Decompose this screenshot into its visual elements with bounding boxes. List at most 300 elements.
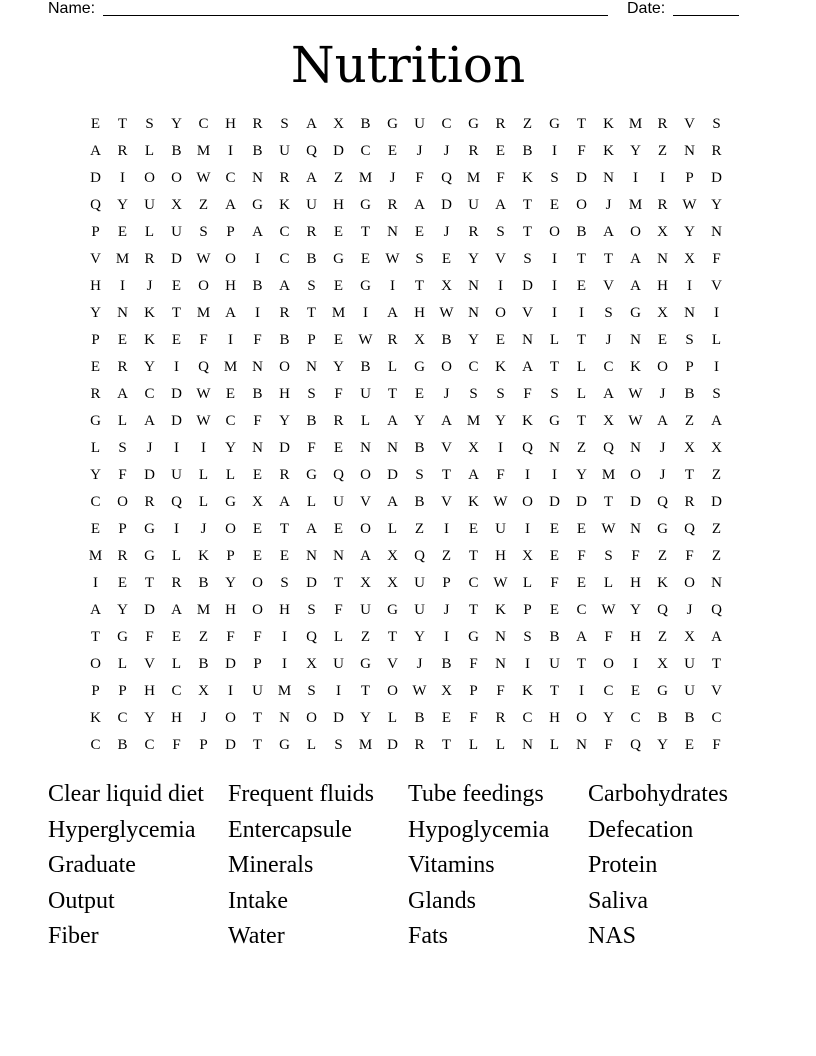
word-list (48, 777, 768, 955)
grid-letter: M (601, 467, 616, 483)
grid-letter: B (360, 116, 371, 132)
grid-letter: F (145, 629, 154, 645)
grid-letter: R (117, 548, 128, 564)
word-list-item: NAS (588, 923, 637, 949)
grid-letter: A (603, 386, 614, 402)
grid-letter: B (306, 251, 317, 267)
grid-letter: B (252, 278, 263, 294)
grid-letter: Y (144, 710, 155, 726)
grid-letter: F (253, 332, 262, 348)
grid-letter: J (659, 467, 666, 483)
grid-letter: L (387, 710, 398, 726)
grid-letter: P (307, 332, 316, 348)
grid-letter: X (522, 548, 533, 564)
grid-letter: D (387, 737, 398, 753)
grid-letter: C (522, 710, 533, 726)
grid-letter: Y (576, 467, 587, 483)
grid-letter: N (522, 737, 533, 753)
grid-letter: S (280, 116, 289, 132)
grid-letter: E (252, 521, 263, 537)
grid-letter: I (660, 170, 665, 186)
grid-letter: Y (117, 602, 128, 618)
grid-letter: C (711, 710, 722, 726)
grid-letter: L (306, 737, 317, 753)
grid-letter: Q (306, 629, 317, 645)
grid-letter: P (253, 656, 262, 672)
grid-letter: K (657, 575, 668, 591)
grid-letter: E (414, 386, 425, 402)
grid-letter: G (144, 548, 155, 564)
grid-letter: F (550, 575, 559, 591)
grid-letter: C (225, 413, 236, 429)
grid-letter: Y (225, 440, 236, 456)
grid-letter: R (468, 224, 479, 240)
grid-letter: I (93, 575, 98, 591)
grid-letter: W (196, 413, 211, 429)
grid-letter: H (495, 548, 506, 564)
grid-letter: T (144, 575, 155, 591)
grid-letter: N (468, 305, 479, 321)
grid-letter: O (549, 224, 560, 240)
grid-letter: D (279, 440, 290, 456)
grid-letter: I (174, 359, 179, 375)
grid-letter: F (469, 710, 478, 726)
grid-letter: Y (90, 305, 101, 321)
grid-letter: M (628, 197, 643, 213)
grid-letter: E (171, 278, 182, 294)
grid-letter: I (174, 521, 179, 537)
grid-letter: B (279, 332, 290, 348)
grid-letter: N (657, 251, 668, 267)
grid-letter: S (712, 386, 721, 402)
grid-letter: T (576, 413, 587, 429)
grid-letter: W (628, 386, 643, 402)
grid-letter: D (225, 737, 236, 753)
grid-letter: E (90, 521, 101, 537)
grid-letter: K (495, 359, 506, 375)
grid-letter: D (711, 494, 722, 510)
grid-letter: U (414, 575, 425, 591)
grid-letter: O (657, 359, 668, 375)
grid-letter: D (441, 197, 452, 213)
grid-letter: Z (711, 521, 722, 537)
grid-letter: I (255, 251, 260, 267)
grid-letter: N (684, 143, 695, 159)
grid-letter: Y (468, 251, 479, 267)
grid-letter: O (225, 251, 236, 267)
grid-letter: Q (90, 197, 101, 213)
grid-letter: E (657, 332, 668, 348)
grid-letter: A (117, 386, 128, 402)
grid-letter: I (444, 629, 449, 645)
grid-letter: B (414, 440, 425, 456)
grid-letter: Q (603, 440, 614, 456)
grid-letter: S (469, 386, 478, 402)
grid-letter: J (686, 602, 693, 618)
grid-letter: L (171, 656, 182, 672)
grid-letter: L (549, 737, 560, 753)
grid-letter: I (552, 467, 557, 483)
grid-letter: A (468, 467, 479, 483)
grid-letter: X (684, 251, 695, 267)
grid-letter: R (468, 143, 479, 159)
grid-letter: X (387, 575, 398, 591)
date-label: Date: (627, 0, 666, 17)
grid-letter: Q (684, 521, 695, 537)
grid-letter: A (441, 413, 452, 429)
grid-letter: A (306, 170, 317, 186)
grid-letter: N (495, 629, 506, 645)
grid-letter: A (252, 224, 263, 240)
grid-letter: F (496, 683, 505, 699)
grid-letter: W (412, 683, 427, 699)
grid-letter: J (200, 521, 207, 537)
grid-letter: W (493, 494, 508, 510)
grid-letter: F (172, 737, 181, 753)
grid-letter: G (360, 197, 371, 213)
grid-letter: L (171, 548, 182, 564)
grid-letter: O (225, 521, 236, 537)
word-list-item: Fats (408, 923, 449, 949)
grid-letter: B (198, 575, 209, 591)
grid-letter: O (198, 278, 209, 294)
grid-letter: F (118, 467, 127, 483)
grid-letter: F (334, 386, 343, 402)
grid-letter: K (279, 197, 290, 213)
grid-letter: O (630, 467, 641, 483)
grid-letter: Y (468, 332, 479, 348)
grid-letter: F (334, 602, 343, 618)
grid-letter: B (198, 656, 209, 672)
grid-letter: L (306, 494, 317, 510)
grid-letter: N (387, 224, 398, 240)
grid-letter: Q (306, 143, 317, 159)
grid-letter: D (333, 143, 344, 159)
grid-letter: X (657, 305, 668, 321)
grid-letter: L (549, 332, 560, 348)
grid-letter: E (630, 683, 641, 699)
grid-letter: G (306, 467, 317, 483)
grid-letter: C (576, 602, 587, 618)
grid-letter: F (685, 548, 694, 564)
grid-letter: V (711, 278, 722, 294)
grid-letter: W (601, 602, 616, 618)
grid-letter: Y (414, 629, 425, 645)
grid-letter: N (252, 359, 263, 375)
grid-letter: C (441, 116, 452, 132)
grid-letter: C (468, 575, 479, 591)
grid-letter: G (225, 494, 236, 510)
grid-letter: D (576, 170, 587, 186)
grid-letter: L (117, 413, 128, 429)
grid-letter: D (225, 656, 236, 672)
grid-letter: Q (414, 548, 425, 564)
grid-letter: U (684, 683, 695, 699)
word-list-item: Entercapsule (228, 816, 352, 843)
word-list-item: Hypoglycemia (408, 816, 550, 843)
grid-letter: F (415, 170, 424, 186)
grid-letter: T (360, 224, 371, 240)
grid-letter: L (711, 332, 722, 348)
grid-letter: B (684, 710, 695, 726)
grid-letter: O (252, 602, 263, 618)
grid-letter: J (416, 143, 423, 159)
grid-letter: O (576, 197, 587, 213)
grid-letter: L (495, 737, 506, 753)
grid-letter: O (684, 575, 695, 591)
grid-letter: X (468, 440, 479, 456)
grid-letter: I (525, 521, 530, 537)
grid-letter: M (358, 737, 373, 753)
grid-letter: D (387, 467, 398, 483)
grid-letter: O (171, 170, 182, 186)
grid-letter: H (90, 278, 101, 294)
grid-letter: D (576, 494, 587, 510)
grid-letter: E (252, 467, 263, 483)
grid-letter: O (306, 710, 317, 726)
grid-letter: I (525, 467, 530, 483)
grid-letter: S (334, 737, 343, 753)
grid-letter: I (363, 305, 368, 321)
grid-letter: T (414, 278, 425, 294)
grid-letter: Y (144, 359, 155, 375)
grid-letter: H (630, 629, 641, 645)
grid-letter: S (523, 629, 532, 645)
grid-letter: R (495, 116, 506, 132)
grid-letter: Y (603, 710, 614, 726)
grid-letter: D (549, 494, 560, 510)
grid-letter: C (468, 359, 479, 375)
grid-letter: O (144, 170, 155, 186)
grid-letter: N (252, 170, 263, 186)
grid-letter: O (387, 683, 398, 699)
grid-letter: Z (333, 170, 344, 186)
grid-letter: B (306, 413, 317, 429)
grid-letter: G (657, 521, 668, 537)
grid-letter: Y (333, 359, 344, 375)
grid-letter: I (579, 683, 584, 699)
grid-letter: Z (657, 143, 668, 159)
grid-letter: E (468, 521, 479, 537)
word-list-item: Hyperglycemia (48, 816, 196, 843)
grid-letter: N (522, 332, 533, 348)
grid-letter: R (495, 710, 506, 726)
grid-letter: K (522, 413, 533, 429)
word-list-item: Clear liquid diet (48, 781, 204, 807)
grid-letter: L (198, 467, 209, 483)
grid-letter: S (307, 602, 316, 618)
grid-letter: R (684, 494, 695, 510)
grid-letter: D (144, 602, 155, 618)
grid-letter: C (144, 386, 155, 402)
grid-letter: I (498, 278, 503, 294)
grid-letter: U (684, 656, 695, 672)
grid-letter: D (171, 413, 182, 429)
grid-letter: R (333, 413, 344, 429)
grid-letter: D (306, 575, 317, 591)
grid-letter: C (279, 224, 290, 240)
grid-letter: I (714, 359, 719, 375)
grid-letter: S (523, 251, 532, 267)
grid-letter: G (549, 413, 560, 429)
grid-letter: K (603, 116, 614, 132)
grid-letter: Z (711, 548, 722, 564)
grid-letter: A (387, 305, 398, 321)
grid-letter: B (684, 386, 695, 402)
grid-letter: L (576, 386, 587, 402)
word-list-item: Tube feedings (408, 781, 544, 807)
grid-letter: N (630, 521, 641, 537)
grid-letter: T (252, 710, 263, 726)
grid-letter: H (630, 575, 641, 591)
grid-letter: A (630, 278, 641, 294)
grid-letter: K (522, 170, 533, 186)
grid-letter: M (466, 413, 481, 429)
grid-letter: S (145, 116, 154, 132)
grid-letter: U (360, 602, 371, 618)
grid-letter: S (307, 683, 316, 699)
grid-letter: E (252, 548, 263, 564)
date-blank-line (673, 15, 739, 16)
grid-letter: Z (198, 197, 209, 213)
grid-letter: J (443, 386, 450, 402)
grid-letter: A (414, 197, 425, 213)
grid-letter: S (550, 170, 559, 186)
grid-letter: L (90, 440, 101, 456)
grid-letter: S (307, 386, 316, 402)
grid-letter: T (522, 224, 533, 240)
grid-letter: A (495, 197, 506, 213)
grid-letter: J (200, 710, 207, 726)
grid-letter: N (630, 332, 641, 348)
grid-letter: S (280, 575, 289, 591)
grid-letter: R (657, 197, 668, 213)
grid-letter: T (360, 683, 371, 699)
grid-letter: T (306, 305, 317, 321)
grid-letter: Z (441, 548, 452, 564)
grid-letter: Q (522, 440, 533, 456)
grid-letter: E (90, 359, 101, 375)
grid-letter: T (333, 575, 344, 591)
grid-letter: X (684, 629, 695, 645)
grid-letter: I (552, 143, 557, 159)
grid-letter: I (228, 683, 233, 699)
grid-letter: E (441, 710, 452, 726)
grid-letter: L (117, 656, 128, 672)
grid-letter: T (603, 251, 614, 267)
grid-letter: L (144, 224, 155, 240)
grid-letter: I (228, 332, 233, 348)
grid-letter: T (684, 467, 695, 483)
grid-letter: I (444, 521, 449, 537)
grid-letter: C (117, 710, 128, 726)
grid-letter: Y (90, 467, 101, 483)
grid-letter: A (144, 413, 155, 429)
grid-letter: M (88, 548, 103, 564)
grid-letter: O (252, 575, 263, 591)
grid-letter: A (360, 548, 371, 564)
grid-letter: C (279, 251, 290, 267)
grid-letter: E (387, 143, 398, 159)
grid-letter: O (360, 467, 371, 483)
grid-letter: I (579, 305, 584, 321)
grid-letter: F (523, 386, 532, 402)
grid-letter: I (336, 683, 341, 699)
grid-letter: B (576, 224, 587, 240)
grid-letter: J (659, 386, 666, 402)
grid-letter: D (171, 251, 182, 267)
grid-letter: Z (657, 548, 668, 564)
grid-letter: V (441, 494, 452, 510)
grid-letter: C (603, 683, 614, 699)
grid-letter: F (253, 413, 262, 429)
grid-letter: M (196, 143, 211, 159)
grid-letter: S (604, 305, 613, 321)
grid-letter: U (279, 143, 290, 159)
grid-letter: M (196, 602, 211, 618)
grid-letter: B (549, 629, 560, 645)
word-list-item: Vitamins (408, 852, 495, 878)
grid-letter: V (495, 251, 506, 267)
grid-letter: R (171, 575, 182, 591)
grid-letter: P (523, 602, 532, 618)
grid-letter: K (144, 332, 155, 348)
grid-letter: P (442, 575, 451, 591)
grid-letter: P (199, 737, 208, 753)
grid-letter: N (117, 305, 128, 321)
grid-letter: H (225, 278, 236, 294)
grid-letter: Y (684, 224, 695, 240)
grid-letter: L (144, 143, 155, 159)
grid-letter: C (171, 683, 182, 699)
grid-letter: N (306, 359, 317, 375)
grid-letter: G (333, 251, 344, 267)
grid-letter: M (358, 170, 373, 186)
grid-letter: E (225, 386, 236, 402)
grid-letter: L (387, 521, 398, 537)
grid-letter: A (387, 413, 398, 429)
grid-letter: F (253, 629, 262, 645)
grid-letter: Q (441, 170, 452, 186)
grid-letter: T (576, 332, 587, 348)
grid-letter: M (115, 251, 130, 267)
grid-letter: V (387, 656, 398, 672)
grid-letter: N (360, 440, 371, 456)
grid-letter: Z (360, 629, 371, 645)
grid-letter: Q (657, 494, 668, 510)
grid-letter: S (712, 116, 721, 132)
grid-letter: Q (657, 602, 668, 618)
grid-letter: U (252, 683, 263, 699)
grid-letter: W (196, 170, 211, 186)
grid-letter: R (387, 332, 398, 348)
grid-letter: S (118, 440, 127, 456)
grid-letter: O (576, 710, 587, 726)
grid-letter: F (496, 467, 505, 483)
grid-letter: G (252, 197, 263, 213)
grid-letter: U (360, 386, 371, 402)
grid-letter: D (333, 710, 344, 726)
grid-letter: I (633, 656, 638, 672)
grid-letter: O (90, 656, 101, 672)
grid-letter: D (90, 170, 101, 186)
grid-letter: N (279, 710, 290, 726)
grid-letter: H (279, 386, 290, 402)
grid-letter: M (628, 116, 643, 132)
grid-letter: R (144, 494, 155, 510)
grid-letter: N (549, 440, 560, 456)
grid-letter: I (498, 440, 503, 456)
